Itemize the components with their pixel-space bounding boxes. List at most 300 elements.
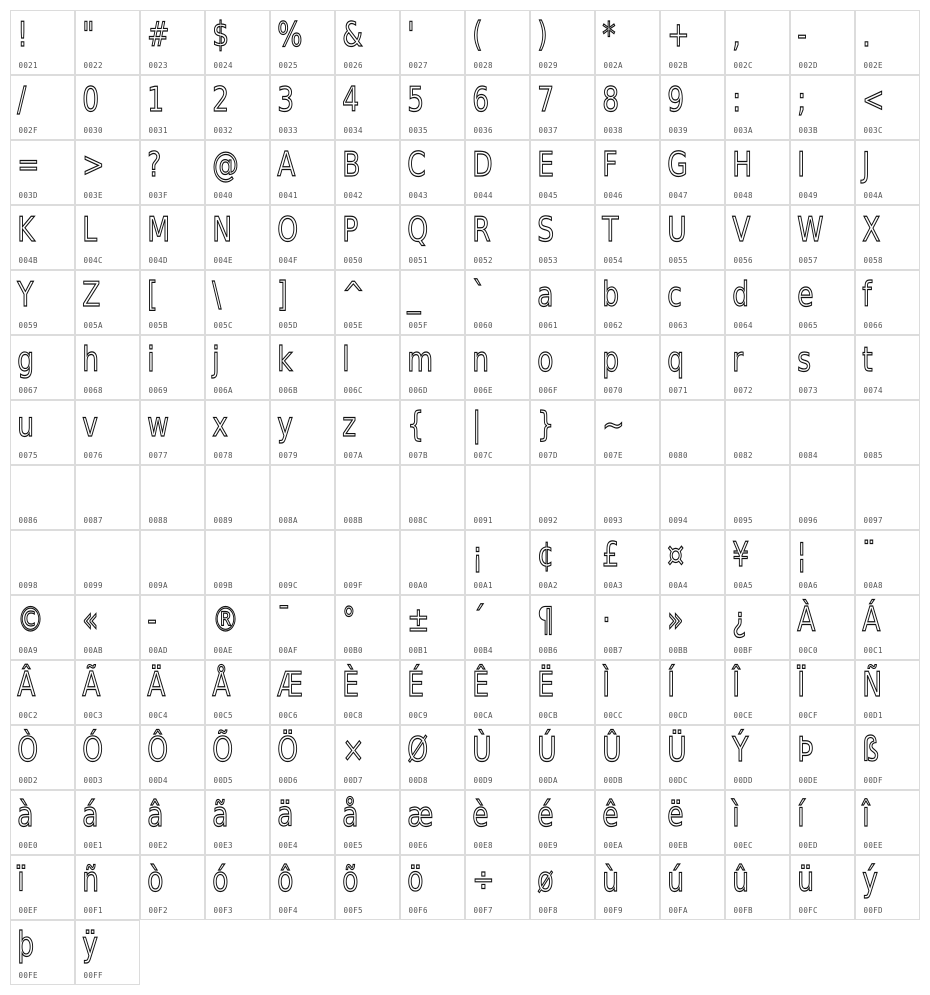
glyph-cell[interactable]	[530, 725, 595, 790]
glyph-cell[interactable]	[725, 205, 790, 270]
glyph-cell[interactable]	[465, 465, 530, 530]
glyph-cell[interactable]	[10, 660, 75, 725]
glyph-preview	[791, 466, 840, 514]
glyph-cell[interactable]	[75, 10, 140, 75]
glyph-preview: -	[796, 14, 807, 55]
glyph-cell[interactable]	[595, 205, 660, 270]
glyph-cell[interactable]	[530, 400, 595, 465]
glyph-cell[interactable]	[660, 595, 725, 660]
glyph-preview: ,	[731, 14, 741, 55]
glyph-cell[interactable]	[660, 140, 725, 205]
codepoint-label: 0027	[408, 60, 428, 70]
glyph-cell[interactable]	[855, 270, 920, 335]
glyph-preview: ú	[666, 859, 684, 900]
glyph-cell[interactable]	[270, 790, 335, 855]
glyph-cell[interactable]	[335, 725, 400, 790]
glyph-cell[interactable]	[140, 855, 205, 920]
glyph-cell[interactable]	[725, 140, 790, 205]
glyph-cell[interactable]	[595, 595, 660, 660]
glyph-cell[interactable]	[10, 335, 75, 400]
glyph-preview: ó	[211, 859, 228, 900]
codepoint-label: 004E	[213, 255, 233, 265]
glyph-cell[interactable]	[400, 660, 465, 725]
glyph-cell[interactable]	[140, 205, 205, 270]
glyph-cell[interactable]	[270, 465, 335, 530]
glyph-cell[interactable]	[595, 270, 660, 335]
glyph-cell[interactable]	[595, 10, 660, 75]
glyph-cell[interactable]	[465, 140, 530, 205]
glyph-cell[interactable]	[140, 790, 205, 855]
glyph-cell[interactable]	[725, 660, 790, 725]
glyph-preview: <	[861, 79, 884, 120]
glyph-cell[interactable]	[205, 270, 270, 335]
glyph-cell[interactable]	[270, 855, 335, 920]
glyph-cell[interactable]	[205, 335, 270, 400]
codepoint-label: 0092	[538, 515, 558, 525]
codepoint-label: 0091	[473, 515, 493, 525]
codepoint-label: 0033	[278, 125, 298, 135]
glyph-preview: ´	[471, 599, 485, 640]
codepoint-label: 00BB	[668, 645, 688, 655]
glyph-cell[interactable]	[530, 335, 595, 400]
glyph-cell[interactable]	[400, 270, 465, 335]
glyph-preview: _	[406, 274, 420, 315]
glyph-preview: ]	[276, 274, 288, 315]
glyph-cell[interactable]	[465, 725, 530, 790]
glyph-cell[interactable]	[530, 10, 595, 75]
glyph-preview: T	[601, 209, 618, 250]
glyph-cell[interactable]	[75, 855, 140, 920]
glyph-cell[interactable]	[530, 660, 595, 725]
glyph-cell[interactable]	[595, 660, 660, 725]
glyph-cell[interactable]	[205, 465, 270, 530]
glyph-cell[interactable]	[530, 75, 595, 140]
glyph-preview: È	[341, 664, 359, 705]
glyph-cell[interactable]	[855, 205, 920, 270]
glyph-cell[interactable]	[75, 920, 140, 985]
glyph-cell[interactable]	[660, 400, 725, 465]
glyph-cell[interactable]	[205, 75, 270, 140]
glyph-cell[interactable]	[205, 140, 270, 205]
glyph-preview: à	[16, 794, 33, 835]
glyph-cell[interactable]	[75, 75, 140, 140]
glyph-preview	[401, 531, 450, 579]
codepoint-label: 0093	[603, 515, 623, 525]
glyph-cell[interactable]	[75, 790, 140, 855]
glyph-cell[interactable]	[400, 790, 465, 855]
glyph-preview: ·	[601, 599, 611, 640]
codepoint-label: 00DB	[603, 775, 623, 785]
glyph-cell[interactable]	[790, 205, 855, 270]
glyph-cell[interactable]	[660, 205, 725, 270]
glyph-cell[interactable]	[595, 335, 660, 400]
codepoint-label: 004B	[18, 255, 38, 265]
glyph-preview: S	[536, 209, 554, 250]
glyph-cell[interactable]	[270, 595, 335, 660]
codepoint-label: 00EA	[603, 840, 623, 850]
glyph-cell[interactable]	[725, 465, 790, 530]
glyph-cell[interactable]	[465, 270, 530, 335]
glyph-cell[interactable]	[270, 335, 335, 400]
glyph-cell[interactable]	[465, 10, 530, 75]
glyph-cell[interactable]	[530, 205, 595, 270]
glyph-cell[interactable]	[10, 725, 75, 790]
codepoint-label: 0068	[83, 385, 103, 395]
glyph-cell[interactable]	[660, 725, 725, 790]
codepoint-label: 00CF	[798, 710, 818, 720]
glyph-cell[interactable]	[855, 660, 920, 725]
glyph-cell[interactable]	[335, 790, 400, 855]
glyph-cell[interactable]	[725, 725, 790, 790]
glyph-cell[interactable]	[725, 790, 790, 855]
codepoint-label: 00DE	[798, 775, 818, 785]
codepoint-label: 00DA	[538, 775, 558, 785]
glyph-cell[interactable]	[10, 465, 75, 530]
glyph-cell[interactable]	[660, 660, 725, 725]
glyph-cell[interactable]	[725, 530, 790, 595]
glyph-cell[interactable]	[725, 75, 790, 140]
codepoint-label: 009F	[343, 580, 363, 590]
glyph-cell[interactable]	[140, 400, 205, 465]
glyph-preview: N	[211, 209, 232, 250]
glyph-cell[interactable]	[205, 855, 270, 920]
glyph-preview: ¡	[471, 534, 483, 575]
codepoint-label: 0026	[343, 60, 363, 70]
glyph-cell[interactable]	[595, 75, 660, 140]
glyph-preview: ÿ	[81, 924, 98, 965]
glyph-cell[interactable]	[270, 205, 335, 270]
glyph-cell[interactable]	[335, 75, 400, 140]
glyph-cell[interactable]	[270, 725, 335, 790]
glyph-cell[interactable]	[530, 465, 595, 530]
glyph-cell[interactable]	[855, 465, 920, 530]
glyph-cell[interactable]	[595, 140, 660, 205]
glyph-preview: E	[536, 144, 554, 185]
glyph-cell[interactable]	[75, 335, 140, 400]
codepoint-label: 00D8	[408, 775, 428, 785]
glyph-cell[interactable]	[10, 270, 75, 335]
glyph-cell[interactable]	[335, 855, 400, 920]
glyph-cell[interactable]	[400, 595, 465, 660]
glyph-cell[interactable]	[205, 725, 270, 790]
glyph-cell[interactable]	[205, 205, 270, 270]
glyph-cell[interactable]	[400, 140, 465, 205]
glyph-cell[interactable]	[595, 790, 660, 855]
glyph-preview: .	[861, 14, 871, 55]
codepoint-label: 0067	[18, 385, 38, 395]
codepoint-label: 00E1	[83, 840, 103, 850]
glyph-cell[interactable]	[660, 10, 725, 75]
glyph-cell[interactable]	[595, 855, 660, 920]
codepoint-label: 00A3	[603, 580, 623, 590]
glyph-cell[interactable]	[595, 725, 660, 790]
glyph-cell[interactable]	[855, 530, 920, 595]
glyph-cell[interactable]	[790, 660, 855, 725]
glyph-cell[interactable]	[855, 725, 920, 790]
glyph-cell[interactable]	[10, 595, 75, 660]
glyph-cell[interactable]	[270, 530, 335, 595]
glyph-preview: ò	[146, 859, 163, 900]
glyph-cell[interactable]	[465, 400, 530, 465]
codepoint-label: 0023	[148, 60, 168, 70]
glyph-cell[interactable]	[660, 465, 725, 530]
codepoint-label: 00F6	[408, 905, 428, 915]
glyph-cell[interactable]	[855, 75, 920, 140]
glyph-preview: Ú	[536, 729, 557, 770]
glyph-cell[interactable]	[660, 335, 725, 400]
glyph-cell[interactable]	[10, 140, 75, 205]
glyph-cell[interactable]	[725, 10, 790, 75]
glyph-cell[interactable]	[855, 140, 920, 205]
glyph-preview: "	[81, 14, 94, 55]
glyph-preview: 7	[536, 79, 554, 120]
codepoint-label: 0022	[83, 60, 103, 70]
glyph-cell[interactable]	[725, 270, 790, 335]
glyph-cell[interactable]	[10, 790, 75, 855]
codepoint-label: 00E9	[538, 840, 558, 850]
glyph-cell[interactable]	[75, 465, 140, 530]
glyph-cell[interactable]	[530, 270, 595, 335]
glyph-cell[interactable]	[335, 465, 400, 530]
glyph-cell[interactable]	[660, 530, 725, 595]
codepoint-label: 00F9	[603, 905, 623, 915]
glyph-cell[interactable]	[790, 790, 855, 855]
glyph-cell[interactable]	[465, 205, 530, 270]
glyph-cell[interactable]	[10, 530, 75, 595]
glyph-cell[interactable]	[725, 335, 790, 400]
glyph-cell[interactable]	[140, 75, 205, 140]
glyph-cell[interactable]	[75, 270, 140, 335]
codepoint-label: 00D1	[863, 710, 883, 720]
glyph-cell[interactable]	[400, 725, 465, 790]
glyph-cell[interactable]	[10, 10, 75, 75]
glyph-preview: ;	[796, 79, 806, 120]
glyph-cell[interactable]	[660, 855, 725, 920]
glyph-cell[interactable]	[400, 335, 465, 400]
glyph-preview: Î	[731, 664, 740, 705]
glyph-cell[interactable]	[790, 335, 855, 400]
glyph-cell[interactable]	[335, 530, 400, 595]
glyph-cell[interactable]	[335, 205, 400, 270]
glyph-cell[interactable]	[400, 855, 465, 920]
glyph-cell[interactable]	[790, 140, 855, 205]
glyph-cell[interactable]	[530, 855, 595, 920]
glyph-cell[interactable]	[140, 270, 205, 335]
codepoint-label: 0088	[148, 515, 168, 525]
glyph-cell[interactable]	[790, 400, 855, 465]
codepoint-label: 00DD	[733, 775, 753, 785]
glyph-cell[interactable]	[205, 595, 270, 660]
glyph-cell[interactable]	[465, 595, 530, 660]
glyph-preview: Ü	[666, 729, 687, 770]
glyph-cell[interactable]	[595, 400, 660, 465]
glyph-cell[interactable]	[270, 660, 335, 725]
glyph-cell[interactable]	[75, 530, 140, 595]
codepoint-label: 0037	[538, 125, 558, 135]
codepoint-label: 00B1	[408, 645, 428, 655]
glyph-preview: 1	[146, 79, 164, 120]
glyph-preview: Ñ	[861, 664, 882, 705]
glyph-cell[interactable]	[270, 400, 335, 465]
glyph-cell[interactable]	[790, 530, 855, 595]
codepoint-label: 0040	[213, 190, 233, 200]
codepoint-label: 00F1	[83, 905, 103, 915]
glyph-cell[interactable]	[75, 725, 140, 790]
glyph-cell[interactable]	[205, 10, 270, 75]
glyph-cell[interactable]	[465, 335, 530, 400]
glyph-cell[interactable]	[660, 75, 725, 140]
glyph-cell[interactable]	[855, 400, 920, 465]
codepoint-label: 0047	[668, 190, 688, 200]
glyph-cell[interactable]	[140, 595, 205, 660]
codepoint-label: 0072	[733, 385, 753, 395]
glyph-cell[interactable]	[790, 595, 855, 660]
codepoint-label: 00BF	[733, 645, 753, 655]
glyph-cell[interactable]	[335, 595, 400, 660]
glyph-cell[interactable]	[855, 595, 920, 660]
glyph-cell[interactable]	[790, 855, 855, 920]
codepoint-label: 0036	[473, 125, 493, 135]
codepoint-label: 002B	[668, 60, 688, 70]
codepoint-label: 009B	[213, 580, 233, 590]
glyph-cell[interactable]	[270, 75, 335, 140]
glyph-cell[interactable]	[140, 140, 205, 205]
codepoint-label: 00A6	[798, 580, 818, 590]
glyph-cell[interactable]	[335, 140, 400, 205]
glyph-cell[interactable]	[75, 205, 140, 270]
glyph-cell[interactable]	[790, 465, 855, 530]
glyph-preview	[791, 401, 840, 449]
glyph-cell[interactable]	[400, 205, 465, 270]
glyph-preview: >	[81, 144, 104, 185]
glyph-preview	[141, 531, 190, 579]
glyph-preview: a	[536, 274, 553, 315]
glyph-cell[interactable]	[335, 10, 400, 75]
glyph-cell[interactable]	[725, 595, 790, 660]
glyph-preview: Ò	[16, 729, 38, 770]
glyph-cell[interactable]	[790, 725, 855, 790]
glyph-preview: ï	[16, 859, 25, 900]
codepoint-label: 006B	[278, 385, 298, 395]
glyph-cell[interactable]	[465, 790, 530, 855]
glyph-cell[interactable]	[400, 75, 465, 140]
codepoint-label: 007A	[343, 450, 363, 460]
glyph-cell[interactable]	[270, 10, 335, 75]
glyph-cell[interactable]	[465, 75, 530, 140]
glyph-cell[interactable]	[400, 10, 465, 75]
glyph-cell[interactable]	[530, 140, 595, 205]
glyph-cell[interactable]	[10, 205, 75, 270]
glyph-cell[interactable]	[400, 400, 465, 465]
glyph-cell[interactable]	[790, 75, 855, 140]
glyph-cell[interactable]	[140, 10, 205, 75]
glyph-cell[interactable]	[140, 725, 205, 790]
glyph-preview: J	[861, 144, 870, 185]
glyph-cell[interactable]	[140, 530, 205, 595]
codepoint-label: 00C4	[148, 710, 168, 720]
codepoint-label: 0059	[18, 320, 38, 330]
glyph-cell[interactable]	[530, 790, 595, 855]
glyph-preview: û	[731, 859, 749, 900]
glyph-cell[interactable]	[10, 855, 75, 920]
codepoint-label: 0057	[798, 255, 818, 265]
glyph-cell[interactable]	[10, 400, 75, 465]
codepoint-label: 00A5	[733, 580, 753, 590]
glyph-preview: !	[16, 14, 28, 55]
glyph-cell[interactable]	[205, 530, 270, 595]
glyph-cell[interactable]	[530, 530, 595, 595]
glyph-preview: U	[666, 209, 687, 250]
codepoint-label: 00EE	[863, 840, 883, 850]
glyph-cell[interactable]	[725, 400, 790, 465]
glyph-cell[interactable]	[465, 530, 530, 595]
codepoint-label: 0038	[603, 125, 623, 135]
glyph-preview	[336, 531, 385, 579]
glyph-cell[interactable]	[335, 660, 400, 725]
glyph-cell[interactable]	[790, 10, 855, 75]
codepoint-label: 00C8	[343, 710, 363, 720]
codepoint-label: 00DF	[863, 775, 883, 785]
glyph-cell[interactable]	[855, 10, 920, 75]
codepoint-label: 0029	[538, 60, 558, 70]
glyph-cell[interactable]	[335, 335, 400, 400]
glyph-cell[interactable]	[335, 270, 400, 335]
glyph-cell[interactable]	[205, 400, 270, 465]
glyph-cell[interactable]	[855, 335, 920, 400]
glyph-cell[interactable]	[335, 400, 400, 465]
glyph-preview: Ô	[146, 729, 168, 770]
glyph-cell[interactable]	[10, 920, 75, 985]
glyph-cell[interactable]	[530, 595, 595, 660]
codepoint-label: 007B	[408, 450, 428, 460]
glyph-cell[interactable]	[465, 855, 530, 920]
glyph-cell[interactable]	[400, 530, 465, 595]
codepoint-label: 002A	[603, 60, 623, 70]
glyph-cell[interactable]	[75, 400, 140, 465]
glyph-cell[interactable]	[75, 660, 140, 725]
glyph-cell[interactable]	[10, 75, 75, 140]
glyph-cell[interactable]	[270, 140, 335, 205]
glyph-cell[interactable]	[855, 855, 920, 920]
glyph-cell[interactable]	[855, 790, 920, 855]
glyph-preview	[401, 466, 450, 514]
glyph-cell[interactable]	[725, 855, 790, 920]
codepoint-label: 004C	[83, 255, 103, 265]
glyph-cell[interactable]	[595, 465, 660, 530]
glyph-preview: ¶	[536, 599, 554, 640]
glyph-cell[interactable]	[140, 335, 205, 400]
glyph-preview: ^	[341, 274, 364, 315]
glyph-cell[interactable]	[140, 465, 205, 530]
glyph-cell[interactable]	[595, 530, 660, 595]
glyph-cell[interactable]	[205, 790, 270, 855]
codepoint-label: 00E5	[343, 840, 363, 850]
glyph-cell[interactable]	[75, 140, 140, 205]
glyph-cell[interactable]	[205, 660, 270, 725]
codepoint-label: 0048	[733, 190, 753, 200]
glyph-preview: H	[731, 144, 752, 185]
glyph-cell[interactable]	[270, 270, 335, 335]
glyph-cell[interactable]	[140, 660, 205, 725]
glyph-cell[interactable]	[400, 465, 465, 530]
glyph-cell[interactable]	[465, 660, 530, 725]
codepoint-label: 00D2	[18, 775, 38, 785]
glyph-cell[interactable]	[660, 270, 725, 335]
glyph-cell[interactable]	[790, 270, 855, 335]
glyph-cell[interactable]	[75, 595, 140, 660]
glyph-preview: Z	[81, 274, 100, 315]
glyph-cell[interactable]	[660, 790, 725, 855]
